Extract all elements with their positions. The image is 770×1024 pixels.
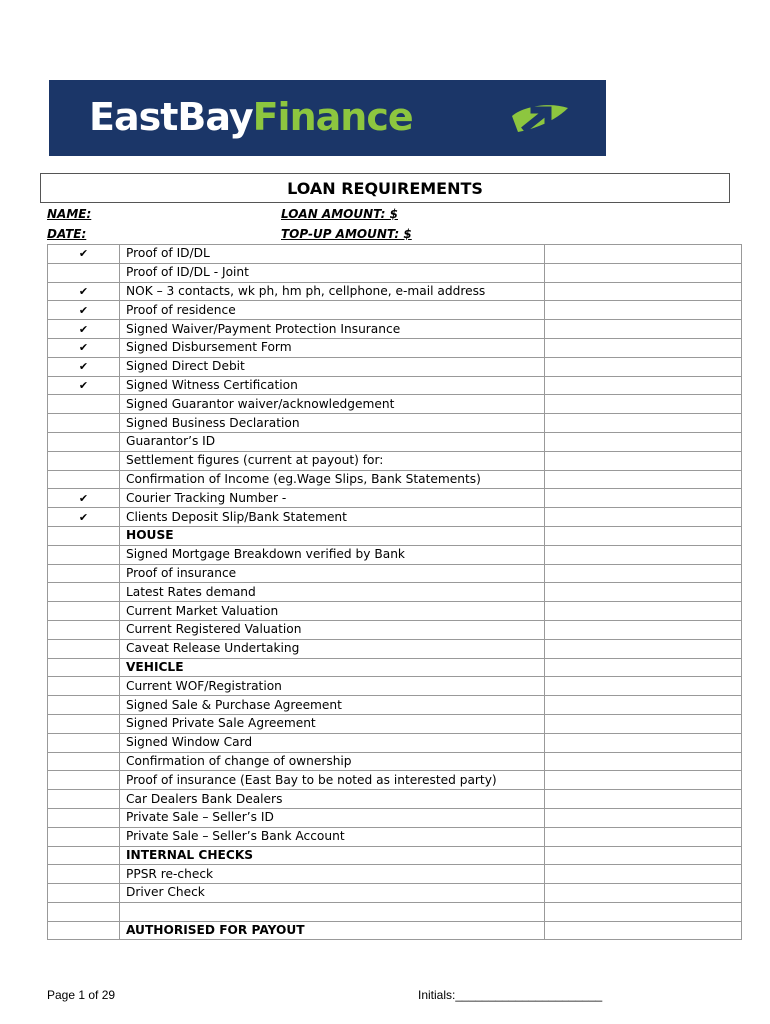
requirement-label: Signed Sale & Purchase Agreement	[120, 696, 545, 715]
notes-cell[interactable]	[545, 884, 742, 903]
notes-cell[interactable]	[545, 790, 742, 809]
notes-cell[interactable]	[545, 902, 742, 921]
initials-field: Initials:______________________	[418, 988, 603, 1002]
checkbox-cell[interactable]	[48, 564, 120, 583]
table-row	[48, 752, 742, 771]
checkbox-cell[interactable]	[48, 884, 120, 903]
table-row	[48, 263, 742, 282]
notes-cell[interactable]	[545, 414, 742, 433]
loan-amount-label: LOAN AMOUNT: $	[281, 207, 398, 221]
checkbox-cell[interactable]	[48, 827, 120, 846]
notes-cell[interactable]	[545, 921, 742, 940]
table-row	[48, 884, 742, 903]
checkbox-cell[interactable]	[48, 714, 120, 733]
checkbox-cell[interactable]	[48, 282, 120, 301]
table-row	[48, 714, 742, 733]
table-row	[48, 414, 742, 433]
notes-cell[interactable]	[545, 301, 742, 320]
notes-cell[interactable]	[545, 846, 742, 865]
checkbox-cell[interactable]	[48, 846, 120, 865]
notes-cell[interactable]	[545, 245, 742, 264]
notes-cell[interactable]	[545, 526, 742, 545]
table-row	[48, 564, 742, 583]
checkbox-cell[interactable]	[48, 301, 120, 320]
checkbox-cell[interactable]	[48, 245, 120, 264]
checkmark-icon: ✔	[78, 360, 89, 374]
notes-cell[interactable]	[545, 620, 742, 639]
requirement-label	[120, 902, 545, 921]
notes-cell[interactable]	[545, 808, 742, 827]
checkbox-cell[interactable]	[48, 263, 120, 282]
requirement-label: Clients Deposit Slip/Bank Statement	[120, 508, 545, 527]
requirement-label: Private Sale – Seller’s ID	[120, 808, 545, 827]
checkbox-cell[interactable]	[48, 526, 120, 545]
requirement-label: Proof of residence	[120, 301, 545, 320]
checkbox-cell[interactable]	[48, 414, 120, 433]
table-row	[48, 432, 742, 451]
section-heading: INTERNAL CHECKS	[120, 846, 545, 865]
table-row	[48, 696, 742, 715]
arrow-icon	[506, 98, 572, 138]
requirement-label: Car Dealers Bank Dealers	[120, 790, 545, 809]
requirement-label: Settlement figures (current at payout) for:	[120, 451, 545, 470]
requirement-label: Confirmation of Income (eg.Wage Slips, Bank Statements)	[120, 470, 545, 489]
table-row	[48, 470, 742, 489]
table-row	[48, 808, 742, 827]
notes-cell[interactable]	[545, 357, 742, 376]
notes-cell[interactable]	[545, 545, 742, 564]
requirement-label: Signed Private Sale Agreement	[120, 714, 545, 733]
table-row	[48, 526, 742, 545]
notes-cell[interactable]	[545, 639, 742, 658]
requirement-label: Signed Disbursement Form	[120, 338, 545, 357]
notes-cell[interactable]	[545, 752, 742, 771]
notes-cell[interactable]	[545, 714, 742, 733]
table-row	[48, 245, 742, 264]
checkmark-icon: ✔	[78, 322, 89, 336]
requirement-label: Signed Window Card	[120, 733, 545, 752]
requirement-label: Signed Guarantor waiver/acknowledgement	[120, 395, 545, 414]
notes-cell[interactable]	[545, 263, 742, 282]
checkmark-icon: ✔	[78, 510, 89, 524]
table-row	[48, 301, 742, 320]
requirement-label: Signed Business Declaration	[120, 414, 545, 433]
requirement-label: Signed Direct Debit	[120, 357, 545, 376]
table-row	[48, 376, 742, 395]
table-row	[48, 771, 742, 790]
checkbox-cell[interactable]	[48, 395, 120, 414]
table-row	[48, 320, 742, 339]
table-row	[48, 282, 742, 301]
checkmark-icon: ✔	[78, 247, 89, 261]
table-row	[48, 620, 742, 639]
logo-text-finance: Finance	[252, 95, 413, 139]
requirement-label: Confirmation of change of ownership	[120, 752, 545, 771]
requirement-label: Courier Tracking Number -	[120, 489, 545, 508]
table-row	[48, 338, 742, 357]
name-label: NAME:	[47, 207, 92, 221]
notes-cell[interactable]	[545, 451, 742, 470]
checkmark-icon: ✔	[78, 303, 89, 317]
checkbox-cell[interactable]	[48, 677, 120, 696]
table-row	[48, 357, 742, 376]
requirement-label: Proof of ID/DL	[120, 245, 545, 264]
logo-wordmark	[89, 92, 413, 142]
notes-cell[interactable]	[545, 395, 742, 414]
checkmark-icon: ✔	[78, 284, 89, 298]
requirement-label: Signed Mortgage Breakdown verified by Bank	[120, 545, 545, 564]
requirement-label: Private Sale – Seller’s Bank Account	[120, 827, 545, 846]
table-row	[48, 865, 742, 884]
checkbox-cell[interactable]	[48, 752, 120, 771]
notes-cell[interactable]	[545, 470, 742, 489]
table-row	[48, 921, 742, 940]
section-heading: VEHICLE	[120, 658, 545, 677]
notes-cell[interactable]	[545, 432, 742, 451]
notes-cell[interactable]	[545, 733, 742, 752]
table-row	[48, 395, 742, 414]
checkbox-cell[interactable]	[48, 808, 120, 827]
requirement-label: Current Registered Valuation	[120, 620, 545, 639]
notes-cell[interactable]	[545, 827, 742, 846]
notes-cell[interactable]	[545, 771, 742, 790]
checkbox-cell[interactable]	[48, 451, 120, 470]
table-row	[48, 451, 742, 470]
requirements-table	[47, 244, 742, 940]
checkbox-cell[interactable]	[48, 639, 120, 658]
date-label: DATE:	[47, 227, 87, 241]
checkbox-cell[interactable]	[48, 545, 120, 564]
table-row	[48, 846, 742, 865]
notes-cell[interactable]	[545, 564, 742, 583]
section-heading: AUTHORISED FOR PAYOUT	[120, 921, 545, 940]
table-row	[48, 827, 742, 846]
requirement-label: Signed Waiver/Payment Protection Insurance	[120, 320, 545, 339]
table-row	[48, 658, 742, 677]
requirement-label: Proof of insurance	[120, 564, 545, 583]
notes-cell[interactable]	[545, 282, 742, 301]
checkbox-cell[interactable]	[48, 432, 120, 451]
requirement-label: Current Market Valuation	[120, 602, 545, 621]
requirement-label: PPSR re-check	[120, 865, 545, 884]
checkbox-cell[interactable]	[48, 658, 120, 677]
requirement-label: Proof of insurance (East Bay to be noted as interested party)	[120, 771, 545, 790]
checkbox-cell[interactable]	[48, 376, 120, 395]
section-heading: HOUSE	[120, 526, 545, 545]
table-row	[48, 489, 742, 508]
checkbox-cell[interactable]	[48, 583, 120, 602]
table-row	[48, 583, 742, 602]
notes-cell[interactable]	[545, 696, 742, 715]
checkbox-cell[interactable]	[48, 902, 120, 921]
checkbox-cell[interactable]	[48, 921, 120, 940]
requirement-label: Proof of ID/DL - Joint	[120, 263, 545, 282]
requirement-label: NOK – 3 contacts, wk ph, hm ph, cellphone, e-mail address	[120, 282, 545, 301]
page-title: LOAN REQUIREMENTS	[40, 173, 730, 203]
table-row	[48, 602, 742, 621]
checkmark-icon: ✔	[78, 341, 89, 355]
table-row	[48, 790, 742, 809]
table-row	[48, 508, 742, 527]
notes-cell[interactable]	[545, 583, 742, 602]
requirement-label: Current WOF/Registration	[120, 677, 545, 696]
requirement-label: Latest Rates demand	[120, 583, 545, 602]
checkbox-cell[interactable]	[48, 489, 120, 508]
notes-cell[interactable]	[545, 508, 742, 527]
table-row	[48, 733, 742, 752]
logo-text-eastbay: EastBay	[89, 95, 253, 139]
checkmark-icon: ✔	[78, 378, 89, 392]
notes-cell[interactable]	[545, 677, 742, 696]
table-row	[48, 902, 742, 921]
notes-cell[interactable]	[545, 320, 742, 339]
company-logo	[49, 80, 606, 156]
page-number: Page 1 of 29	[47, 988, 116, 1002]
notes-cell[interactable]	[545, 658, 742, 677]
table-row	[48, 639, 742, 658]
checkbox-cell[interactable]	[48, 620, 120, 639]
checkbox-cell[interactable]	[48, 320, 120, 339]
notes-cell[interactable]	[545, 602, 742, 621]
topup-amount-label: TOP-UP AMOUNT: $	[281, 227, 412, 241]
checkbox-cell[interactable]	[48, 470, 120, 489]
notes-cell[interactable]	[545, 338, 742, 357]
checkbox-cell[interactable]	[48, 338, 120, 357]
requirement-label: Driver Check	[120, 884, 545, 903]
checkbox-cell[interactable]	[48, 771, 120, 790]
checkbox-cell[interactable]	[48, 865, 120, 884]
checkbox-cell[interactable]	[48, 602, 120, 621]
requirement-label: Caveat Release Undertaking	[120, 639, 545, 658]
notes-cell[interactable]	[545, 489, 742, 508]
checkmark-icon: ✔	[78, 491, 89, 505]
checkbox-cell[interactable]	[48, 790, 120, 809]
checkbox-cell[interactable]	[48, 733, 120, 752]
table-row	[48, 677, 742, 696]
checkbox-cell[interactable]	[48, 357, 120, 376]
checkbox-cell[interactable]	[48, 696, 120, 715]
checkbox-cell[interactable]	[48, 508, 120, 527]
notes-cell[interactable]	[545, 865, 742, 884]
requirement-label: Signed Witness Certification	[120, 376, 545, 395]
notes-cell[interactable]	[545, 376, 742, 395]
table-row	[48, 545, 742, 564]
requirement-label: Guarantor’s ID	[120, 432, 545, 451]
requirements-table-body	[48, 245, 742, 940]
